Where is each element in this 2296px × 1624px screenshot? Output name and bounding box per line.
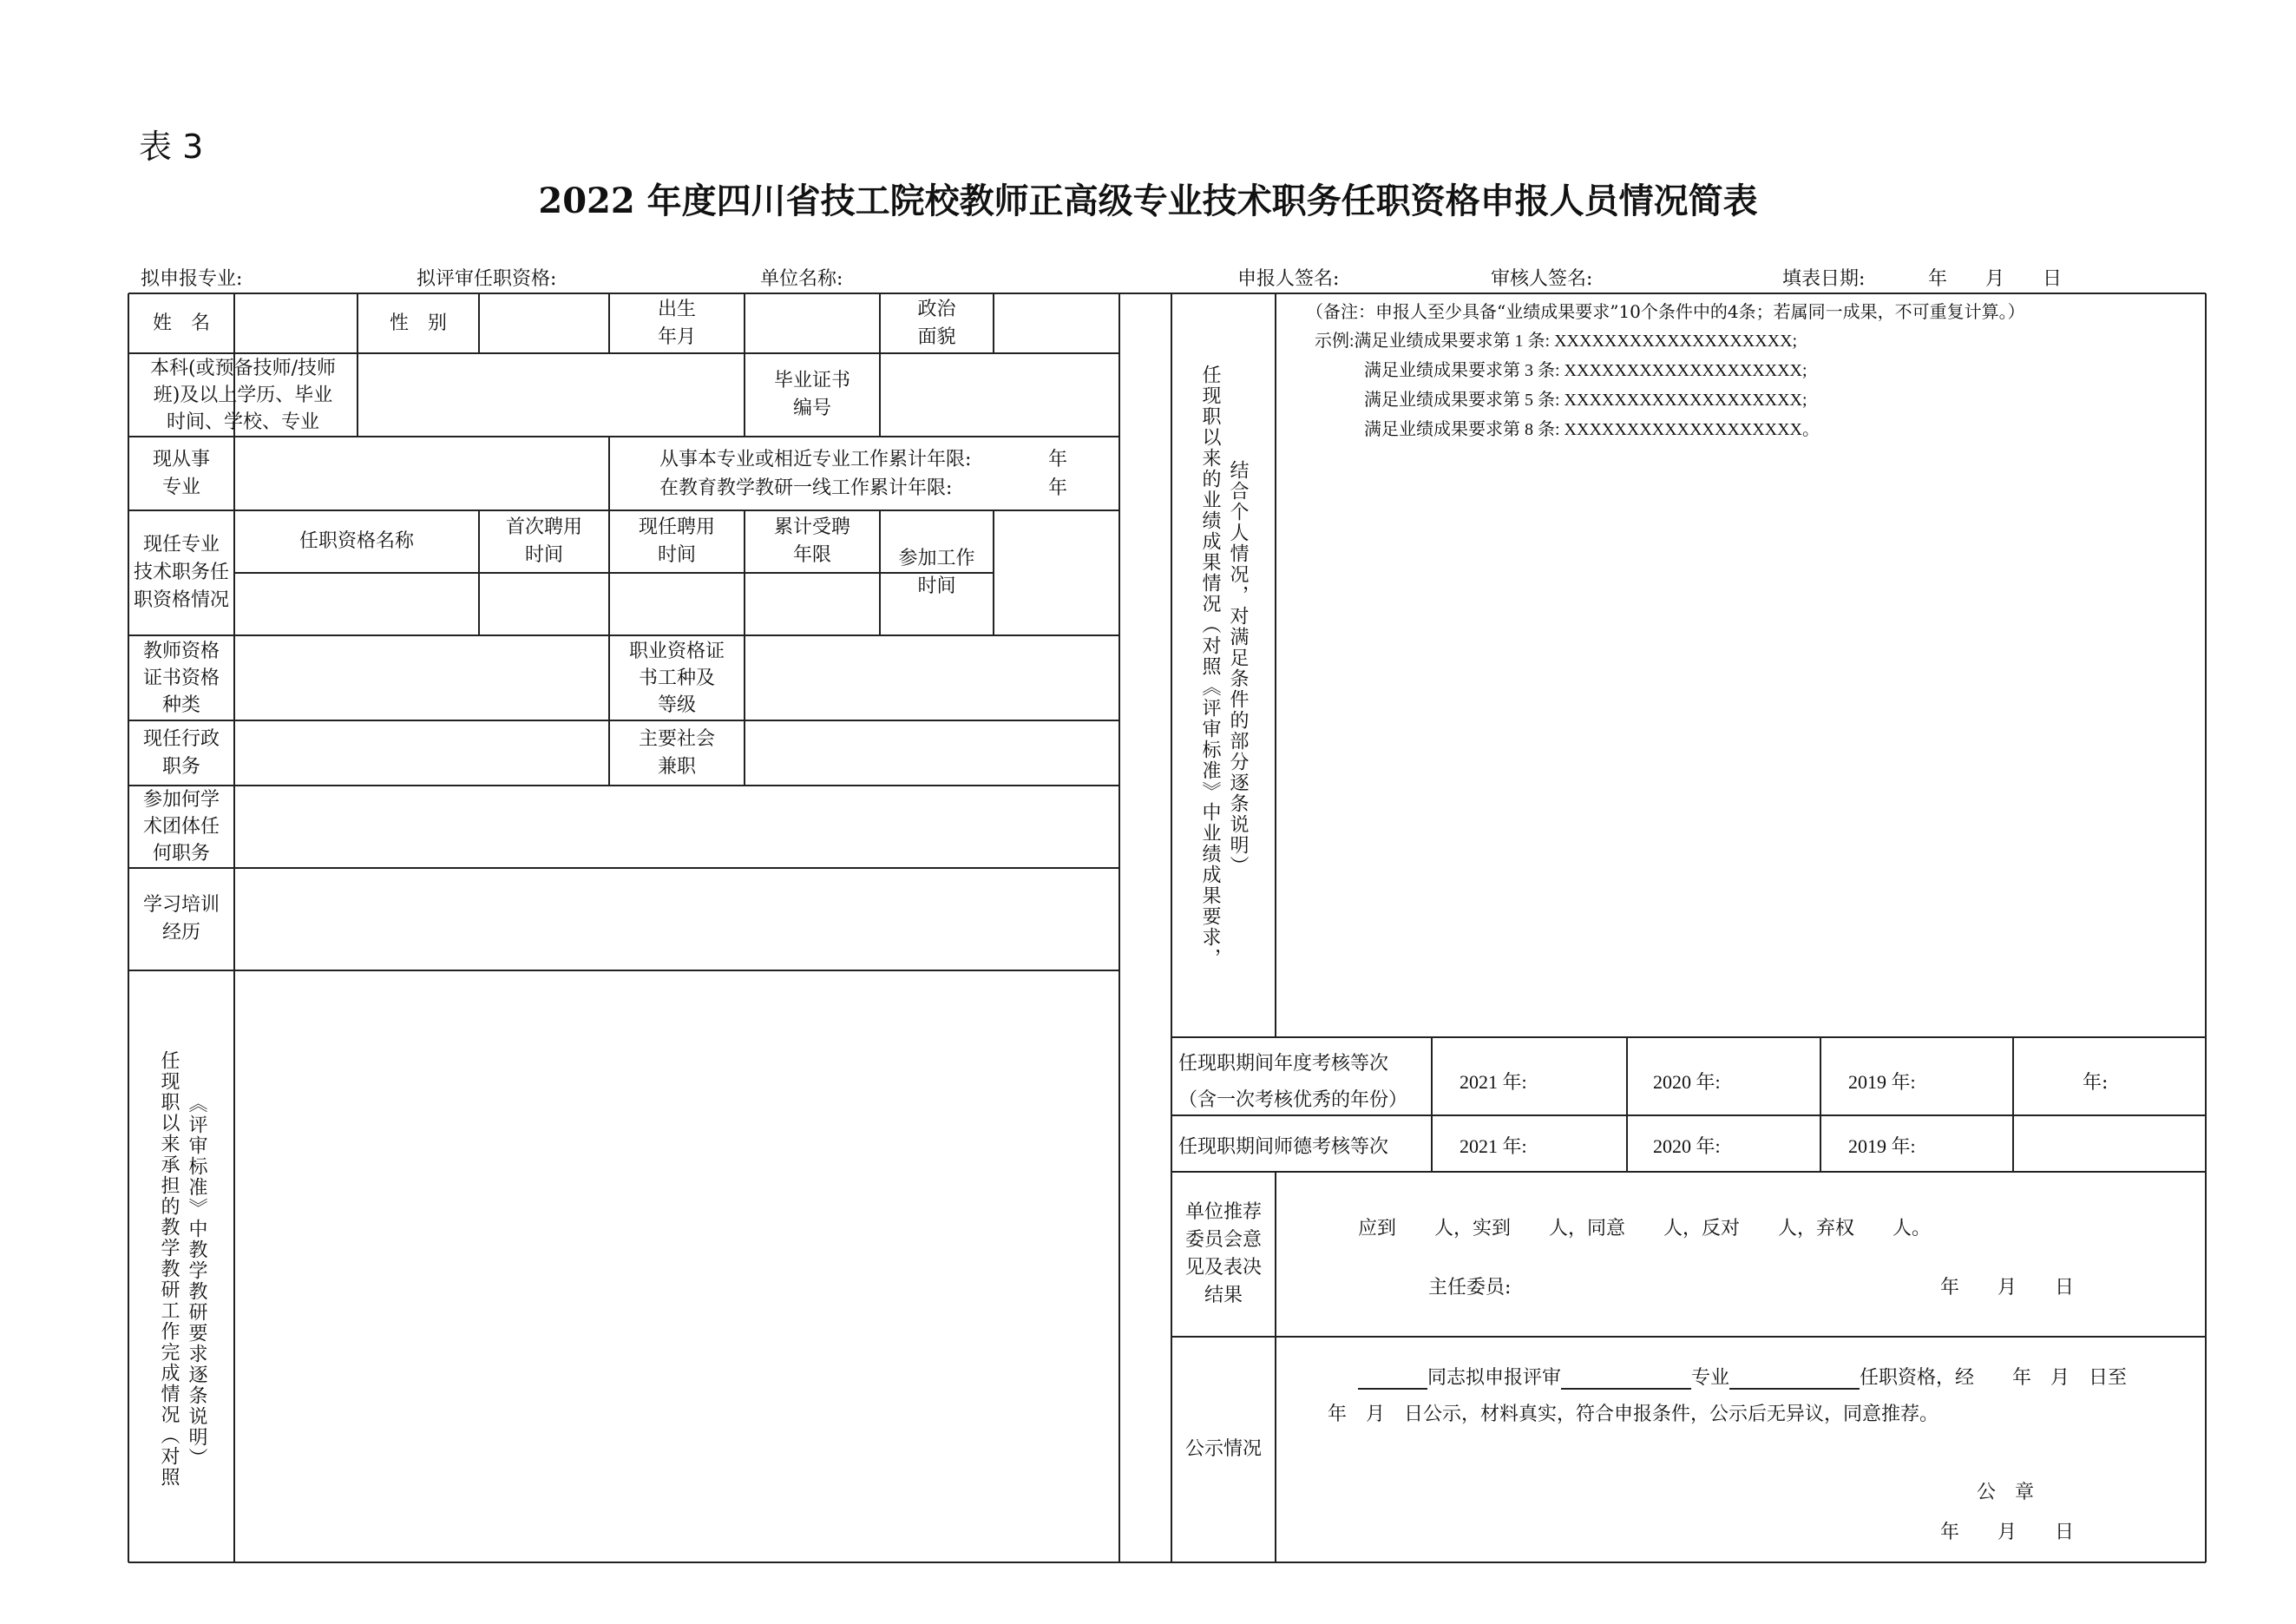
birth-label: 出生 年月 — [657, 298, 696, 348]
seal-date: 年 月 日 — [1940, 1522, 2075, 1543]
annual-review-sublabel: （含一次考核优秀的年份） — [1178, 1089, 1408, 1111]
notice-line-1 — [1358, 1363, 2127, 1390]
pos-name-header: 任职资格名称 — [298, 530, 414, 552]
years-teaching-label: 在教育教学教研一线工作累计年限: — [659, 477, 953, 499]
header-date-units: 年 月 日 — [1928, 268, 2063, 290]
admin-post-label: 现任行政 职务 — [142, 727, 220, 778]
notice-line-2: 年 月 日公示，材料真实，符合申报条件，公示后无异议，同意推荐。 — [1328, 1404, 1939, 1425]
performance-note: （备注：申报人至少具备“业绩成果要求”10个条件中的4条；若属同一成果，不可重复计算。） — [1306, 301, 2025, 322]
vocational-cert-label: 职业资格证 书工种及 等级 — [628, 640, 725, 716]
work-start-header: 参加工作 时间 — [898, 548, 975, 597]
teacher-cert-label: 教师资格 证书资格 种类 — [142, 640, 220, 716]
gender-label: 性 别 — [389, 312, 447, 334]
teaching-label-col2: 《评审标准》中教学教研要求逐条说明） — [186, 1094, 207, 1469]
years-teaching-unit: 年 — [1048, 477, 1068, 499]
performance-label-col2: 结合个人情况，对满足条件的部分逐条说明） — [1227, 460, 1249, 877]
header-reviewer-sign: 审核人签名: — [1491, 268, 1593, 290]
years-major-label: 从事本专业或相近专业工作累计年限: — [659, 449, 972, 470]
ethics-2020: 2020 年: — [1653, 1135, 1721, 1157]
example-line-1: 示例:满足业绩成果要求第 1 条: XXXXXXXXXXXXXXXXXXX; — [1315, 332, 1798, 351]
social-post-label: 主要社会 兼职 — [638, 727, 715, 778]
ethics-2019: 2019 年: — [1848, 1135, 1916, 1157]
example-line-3: 满足业绩成果要求第 5 条: XXXXXXXXXXXXXXXXXXX; — [1364, 391, 1807, 410]
notice-part-2: 专业 — [1691, 1367, 1730, 1389]
page-title: 2022 年度四川省技工院校教师正高级专业技术职务任职资格申报人员情况简表 — [538, 181, 1758, 221]
committee-date: 年 月 日 — [1940, 1277, 2075, 1299]
annual-2020: 2020 年: — [1653, 1071, 1721, 1093]
teaching-label-col1: 任现职以来承担的教学教研工作完成情况（对照 — [158, 1050, 180, 1488]
name-value[interactable] — [234, 293, 358, 353]
notice-part-1: 同志拟申报评审 — [1427, 1367, 1562, 1389]
total-years-header: 累计受聘 年限 — [773, 516, 850, 566]
current-hire-header: 现任聘用 时间 — [638, 516, 715, 566]
annual-2021: 2021 年: — [1460, 1071, 1527, 1093]
ethics-review-label: 任现职期间师德考核等次 — [1178, 1136, 1389, 1158]
example-line-4: 满足业绩成果要求第 8 条: XXXXXXXXXXXXXXXXXXX。 — [1364, 420, 1820, 439]
vote-result: 应到 人，实到 人，同意 人，反对 人，弃权 人。 — [1358, 1218, 1932, 1239]
first-hire-header: 首次聘用 时间 — [505, 516, 582, 566]
political-label: 政治 面貌 — [917, 298, 956, 348]
performance-label-col1: 任现职以来的业绩成果情况（对照《评审标准》中业绩成果要求， — [1199, 365, 1221, 969]
table-number: 表 3 — [139, 128, 204, 166]
header-applicant-sign: 申报人签名: — [1237, 268, 1340, 290]
training-label: 学习培训 经历 — [142, 894, 220, 943]
annual-review-label: 任现职期间年度考核等次 — [1178, 1053, 1389, 1075]
annual-2019: 2019 年: — [1848, 1071, 1916, 1093]
current-major-label: 现从事 专业 — [152, 448, 210, 498]
education-label: 本科(或预备技师/技师 班)及以上学历、毕业 时间、学校、专业 — [150, 357, 336, 433]
header-major: 拟申报专业: — [141, 268, 243, 290]
header-qualification: 拟评审任职资格: — [417, 268, 557, 290]
notice-part-3: 任职资格，经 年 月 日至 — [1860, 1367, 2128, 1389]
committee-label: 单位推荐 委员会意 见及表决 结果 — [1184, 1201, 1262, 1306]
chair-signature-label: 主任委员: — [1428, 1277, 1512, 1299]
notice-label: 公示情况 — [1184, 1438, 1262, 1460]
name-label: 姓 名 — [152, 312, 210, 334]
seal-label: 公 章 — [1977, 1482, 2035, 1503]
position-label: 现任专业 技术职务任 职资格情况 — [133, 534, 229, 611]
ethics-2021: 2021 年: — [1460, 1135, 1527, 1157]
diploma-label: 毕业证书 编号 — [773, 370, 850, 419]
header-unit: 单位名称: — [760, 268, 843, 290]
header-fill-date: 填表日期: — [1782, 268, 1866, 290]
example-line-2: 满足业绩成果要求第 3 条: XXXXXXXXXXXXXXXXXXX; — [1364, 361, 1807, 380]
years-major-unit: 年 — [1048, 449, 1068, 470]
annual-blank-year: 年: — [2083, 1072, 2109, 1094]
academic-label: 参加何学 术团体任 何职务 — [142, 789, 220, 865]
